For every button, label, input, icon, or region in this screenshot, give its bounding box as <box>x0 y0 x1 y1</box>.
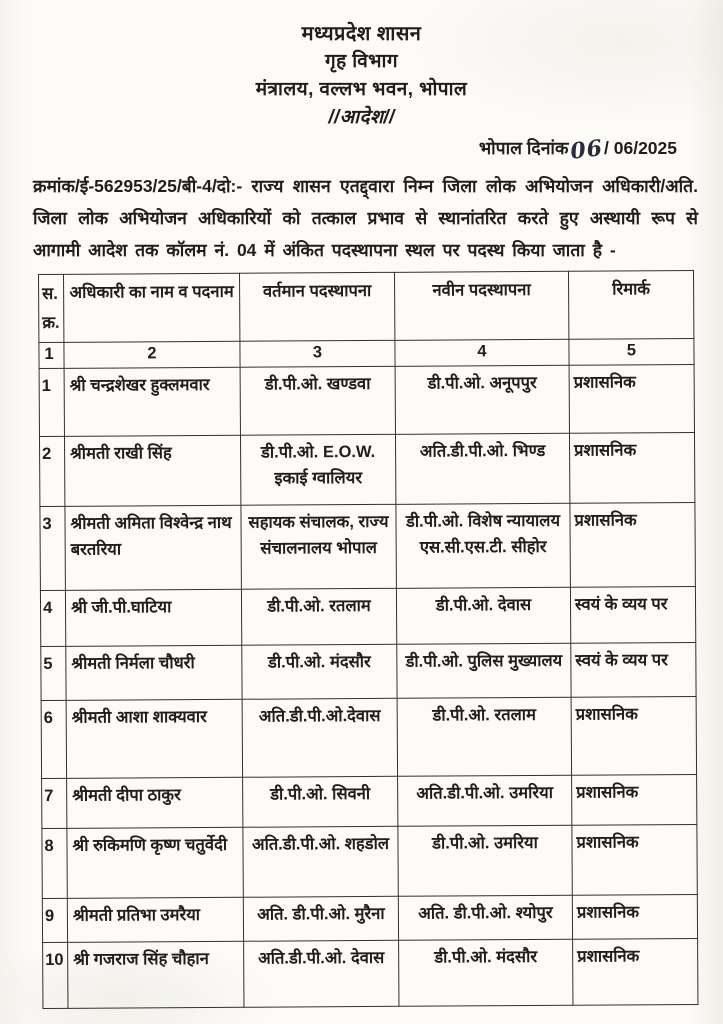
cell-current-posting: डी.पी.ओ. रतलाम <box>241 588 396 645</box>
table-row <box>40 586 695 646</box>
cell-current-posting: अति.डी.पी.ओ. देवास <box>244 940 399 1007</box>
cell-current-posting: डी.पी.ओ. E.O.W. इकाई ग्वालियर <box>240 434 395 505</box>
header-new-posting: नवीन पदस्थापना <box>394 271 568 340</box>
header-serial: स. क्र. <box>39 274 64 342</box>
table-row <box>39 432 694 506</box>
cell-officer-name: श्रीमती राखी सिंह <box>64 435 240 506</box>
cell-new-posting: डी.पी.ओ. देवास <box>396 587 570 644</box>
department-name: गृह विभाग <box>325 51 398 72</box>
cell-current-posting: डी.पी.ओ. मंदसौर <box>242 644 397 699</box>
column-number: 1 <box>39 342 64 368</box>
government-name: मध्यप्रदेश शासन <box>301 23 422 45</box>
table-row <box>40 502 696 590</box>
cell-serial: 7 <box>42 778 67 828</box>
cell-new-posting: डी.पी.ओ. पुलिस मुख्यालय <box>397 643 571 698</box>
handwritten-day: 06 <box>569 135 605 165</box>
cell-new-posting: डी.पी.ओ. उमरिया <box>398 825 572 896</box>
cell-officer-name: श्रीमती दीपा ठाकुर <box>67 777 243 828</box>
transfer-table-wrap <box>38 270 723 1009</box>
column-number: 4 <box>395 339 569 366</box>
cell-officer-name: श्री रुकिमणि कृष्ण चतुर्वेदी <box>67 827 243 898</box>
cell-serial: 6 <box>41 700 66 778</box>
table-row <box>42 894 697 942</box>
cell-new-posting: डी.पी.ओ. विशेष न्यायालय एस.सी.एस.टी. सीहोर <box>396 503 571 588</box>
cell-serial: 10 <box>43 942 68 1008</box>
cell-new-posting: डी.पी.ओ. अनूपपुर <box>395 365 569 434</box>
column-number: 2 <box>64 341 240 368</box>
transfer-table <box>38 270 698 1009</box>
office-address: मंत्रालय, वल्लभ भवन, भोपाल <box>255 79 468 100</box>
cell-remark: स्वयं के व्यय पर <box>570 586 695 643</box>
table-row <box>41 696 696 778</box>
cell-serial: 2 <box>39 436 64 506</box>
header-current-posting: वर्तमान पदस्थापना <box>239 272 394 341</box>
header-officer-name: अधिकारी का नाम व पदनाम <box>64 273 240 342</box>
table-row <box>43 938 698 1008</box>
cell-current-posting: अति.डी.पी.ओ. शहडोल <box>243 826 398 897</box>
cell-new-posting: अति.डी.पी.ओ. उमरिया <box>398 775 572 826</box>
cell-remark: स्वयं के व्यय पर <box>571 642 696 697</box>
cell-officer-name: श्री चन्द्रशेखर हुक्लमवार <box>64 367 240 436</box>
cell-new-posting: अति.डी.पी.ओ. भिण्ड <box>395 433 569 504</box>
cell-remark: प्रशासनिक <box>572 894 697 939</box>
table-row <box>41 642 696 700</box>
date-prefix: भोपाल दिनांक <box>478 138 569 158</box>
cell-serial: 9 <box>42 898 67 942</box>
column-number: 5 <box>569 338 694 365</box>
cell-remark: प्रशासनिक <box>569 364 694 433</box>
document-header <box>0 20 723 132</box>
table-row <box>39 364 694 436</box>
cell-serial: 4 <box>40 590 65 646</box>
cell-current-posting: डी.पी.ओ. सिवनी <box>243 776 398 827</box>
cell-new-posting: अति. डी.पी.ओ. श्योपुर <box>398 895 572 940</box>
cell-current-posting: अति.डी.पी.ओ.देवास <box>242 698 397 777</box>
cell-officer-name: श्री गजराज सिंह चौहान <box>68 941 244 1008</box>
table-row <box>42 774 697 828</box>
date-suffix: / 06/2025 <box>604 138 677 158</box>
cell-remark: प्रशासनिक <box>570 502 696 587</box>
header-remark: रिमार्क <box>568 271 693 340</box>
cell-officer-name: श्रीमती निर्मला चौधरी <box>66 645 242 700</box>
cell-remark: प्रशासनिक <box>569 432 694 503</box>
column-number: 3 <box>240 340 395 367</box>
order-title: //आदेश// <box>328 107 395 128</box>
cell-officer-name: श्रीमती अमिता विश्वेन्द्र नाथ बरतरिया <box>65 505 242 590</box>
cell-new-posting: डी.पी.ओ. मंदसौर <box>399 939 573 1006</box>
date-line <box>0 134 723 165</box>
cell-officer-name: श्रीमती प्रतिभा उमरैया <box>67 897 243 942</box>
cell-remark: प्रशासनिक <box>572 774 697 825</box>
cell-remark: प्रशासनिक <box>573 938 698 1005</box>
cell-officer-name: श्रीमती आशा शाक्यवार <box>66 699 242 778</box>
cell-serial: 8 <box>42 828 67 898</box>
cell-remark: प्रशासनिक <box>572 824 697 895</box>
cell-officer-name: श्री जी.पी.घाटिया <box>65 589 241 646</box>
cell-current-posting: सहायक संचालक, राज्य संचालनालय भोपाल <box>241 504 397 589</box>
cell-serial: 3 <box>40 506 66 590</box>
column-numbers-row <box>39 338 694 368</box>
table-row <box>42 824 697 898</box>
table-header-row <box>39 271 694 343</box>
cell-current-posting: अति. डी.पी.ओ. मुरैना <box>243 896 398 941</box>
cell-new-posting: डी.पी.ओ. रतलाम <box>397 697 571 776</box>
cell-remark: प्रशासनिक <box>571 696 696 775</box>
cell-serial: 1 <box>39 368 64 436</box>
cell-serial: 5 <box>41 646 66 700</box>
order-paragraph: क्रमांक/ई-562953/25/बी-4/दो:- राज्य शासन एतद्द्वारा निम्न जिला लोक अभियोजन अधिकारी/अति. जिला लोक अभियोजन अधिकारियों को तत्काल प्रभाव से स्थानांतरित करते हुए अस्थायी रूप से आगामी आदेश तक कॉलम नं. 04 में अंकित पदस्थापना स्थल पर पदस्थ किया जाता है - <box>33 176 698 261</box>
cell-current-posting: डी.पी.ओ. खण्डवा <box>240 366 395 435</box>
table-body <box>39 364 698 1008</box>
